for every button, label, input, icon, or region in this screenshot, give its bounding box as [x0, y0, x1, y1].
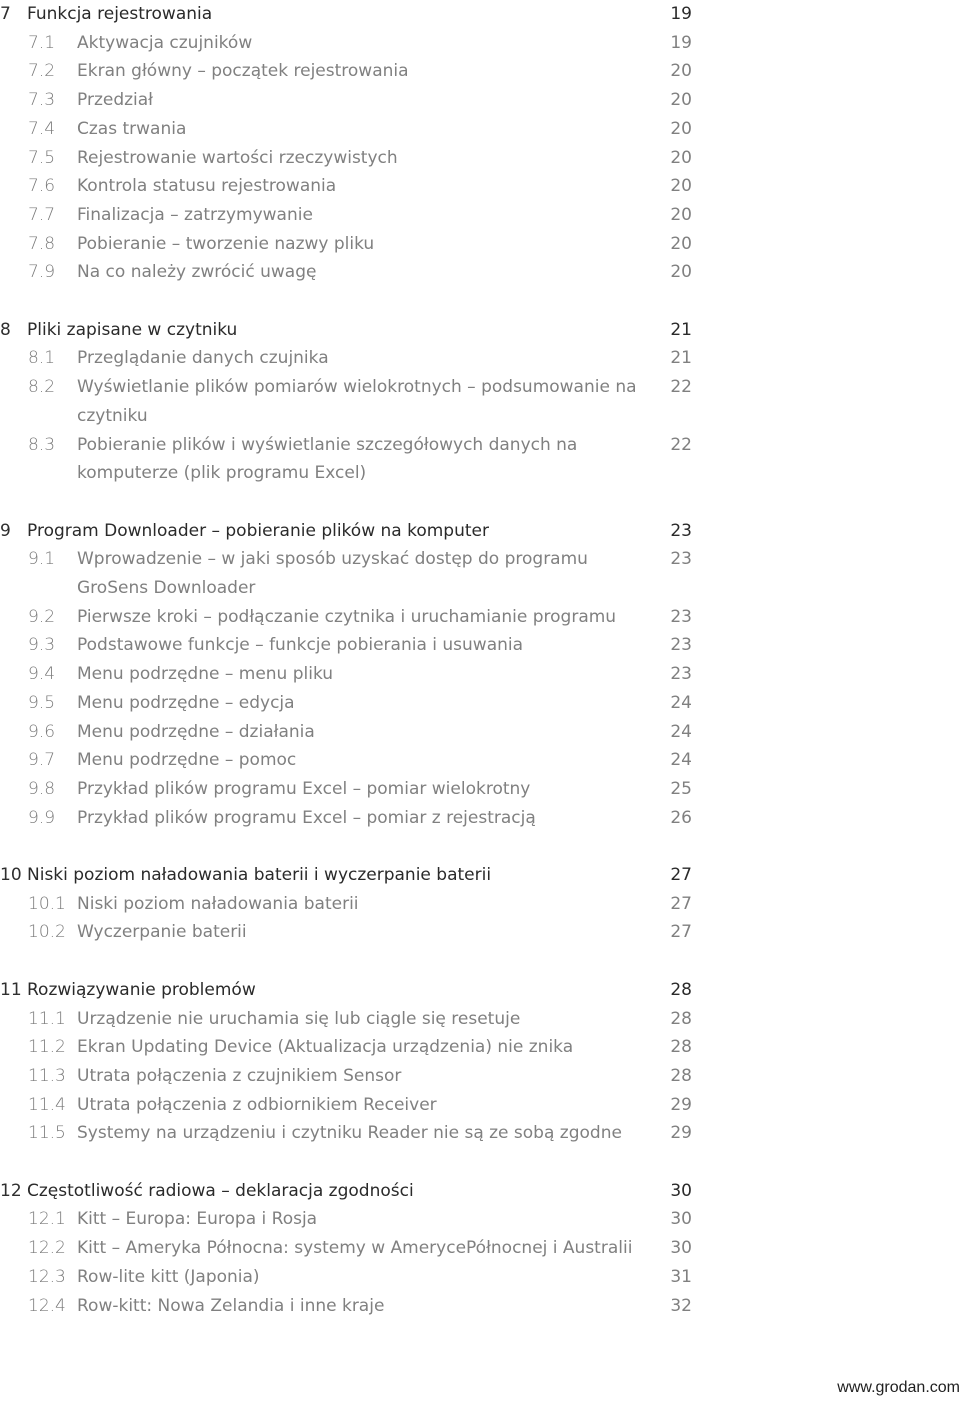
toc-entry-title: Row-kitt: Nowa Zelandia i inne kraje — [77, 1295, 385, 1316]
toc-entry-page-number: 30 — [670, 1180, 692, 1201]
toc-section — [0, 517, 960, 833]
toc-entry-page-number: 20 — [670, 118, 692, 139]
toc-entry-number: 12.2 — [28, 1238, 66, 1259]
toc-entry-title: Utrata połączenia z odbiornikiem Receiver — [77, 1094, 437, 1115]
toc-entry-title: Wyczerpanie baterii — [77, 922, 247, 943]
toc-entry-page-number: 26 — [670, 807, 692, 828]
toc-entry-number: 7.1 — [28, 32, 56, 53]
toc-entry-title: Pierwsze kroki – podłączanie czytnika i uruchamianie programu — [77, 606, 617, 627]
toc-entry-page-number: 22 — [670, 434, 692, 455]
footer-website-url: www.grodan.com — [837, 1379, 960, 1396]
toc-entry-page-number: 31 — [670, 1266, 692, 1287]
toc-subsection-entry[interactable] — [0, 660, 960, 689]
toc-entry-title: Kontrola statusu rejestrowania — [77, 176, 337, 197]
toc-entry-page-number: 20 — [670, 233, 692, 254]
toc-entry-title: Menu podrzędne – pomoc — [77, 750, 297, 771]
toc-entry-number: 7 — [0, 4, 11, 24]
toc-chapter-entry[interactable] — [0, 976, 960, 1005]
toc-entry-page-number: 24 — [670, 692, 692, 713]
toc-entry-number: 8.3 — [28, 434, 56, 455]
toc-section — [0, 316, 960, 488]
toc-entry-title: Niski poziom naładowania baterii i wyczerpanie baterii — [27, 865, 492, 886]
toc-entry-title: Ekran Updating Device (Aktualizacja urządzenia) nie znika — [77, 1037, 574, 1058]
toc-entry-number: 12.1 — [28, 1209, 66, 1230]
toc-subsection-entry[interactable] — [0, 201, 960, 230]
toc-entry-page-number: 19 — [670, 32, 692, 53]
toc-entry-number: 7.8 — [28, 233, 56, 254]
toc-subsection-entry[interactable] — [0, 373, 960, 430]
toc-entry-page-number: 21 — [670, 319, 692, 340]
toc-entry-number: 10.1 — [28, 893, 66, 914]
toc-entry-title: Pobieranie plików i wyświetlanie szczegółowych danych na komputerze (plik programu Excel) — [77, 434, 578, 484]
toc-entry-title: Czas trwania — [77, 118, 187, 139]
toc-entry-title: Przykład plików programu Excel – pomiar wielokrotny — [77, 778, 531, 799]
toc-entry-number: 9 — [0, 520, 11, 541]
toc-entry-page-number: 28 — [670, 1065, 692, 1086]
toc-entry-number: 8 — [0, 319, 11, 340]
toc-subsection-entry[interactable] — [0, 631, 960, 660]
toc-section — [0, 861, 960, 947]
toc-entry-number: 8.2 — [28, 377, 56, 398]
toc-entry-number: 12.3 — [28, 1266, 66, 1287]
toc-chapter-entry[interactable] — [0, 316, 960, 345]
toc-subsection-entry[interactable] — [0, 1292, 960, 1321]
toc-entry-page-number: 19 — [670, 4, 692, 24]
toc-entry-title: Menu podrzędne – menu pliku — [77, 664, 334, 685]
toc-entry-number: 11.2 — [28, 1037, 66, 1058]
toc-entry-page-number: 27 — [670, 893, 692, 914]
toc-entry-number: 8.1 — [28, 348, 56, 369]
toc-subsection-entry[interactable] — [0, 1119, 960, 1148]
toc-entry-page-number: 23 — [670, 635, 692, 656]
toc-entry-page-number: 28 — [670, 1008, 692, 1029]
toc-entry-title: Systemy na urządzeniu i czytniku Reader nie są ze sobą zgodne — [77, 1123, 622, 1144]
toc-entry-page-number: 30 — [670, 1209, 692, 1230]
toc-entry-title: Utrata połączenia z czujnikiem Sensor — [77, 1065, 402, 1086]
toc-entry-title: Rejestrowanie wartości rzeczywistych — [77, 147, 398, 168]
toc-entry-page-number: 20 — [670, 61, 692, 82]
toc-entry-page-number: 23 — [670, 664, 692, 685]
toc-entry-number: 7.7 — [28, 204, 56, 225]
toc-subsection-entry[interactable] — [0, 890, 960, 919]
toc-entry-number: 9.9 — [28, 807, 56, 828]
toc-entry-title: Przedział — [77, 90, 154, 111]
toc-subsection-entry[interactable] — [0, 918, 960, 947]
toc-entry-page-number: 30 — [670, 1238, 692, 1259]
toc-subsection-entry[interactable] — [0, 115, 960, 144]
toc-subsection-entry[interactable] — [0, 230, 960, 259]
toc-subsection-entry[interactable] — [0, 1234, 960, 1263]
toc-entry-title: Wyświetlanie plików pomiarów wielokrotnych – podsumowanie na czytniku — [77, 377, 637, 426]
toc-entry-number: 11.4 — [28, 1094, 66, 1115]
toc-subsection-entry[interactable] — [0, 431, 960, 488]
toc-entry-title: Niski poziom naładowania baterii — [77, 893, 359, 914]
toc-entry-number: 11 — [0, 979, 22, 1000]
toc-chapter-entry[interactable] — [0, 861, 960, 890]
toc-subsection-entry[interactable] — [0, 1263, 960, 1292]
toc-entry-number: 12 — [0, 1180, 22, 1201]
toc-entry-title: Menu podrzędne – działania — [77, 721, 315, 742]
toc-entry-title: Na co należy zwrócić uwagę — [77, 262, 317, 283]
toc-entry-title: Kitt – Europa: Europa i Rosja — [77, 1209, 318, 1230]
toc-entry-title: Urządzenie nie uruchamia się lub ciągle się resetuje — [77, 1008, 521, 1029]
toc-entry-title: Menu podrzędne – edycja — [77, 692, 295, 713]
toc-subsection-entry[interactable] — [0, 172, 960, 201]
toc-entry-number: 7.6 — [28, 176, 56, 197]
toc-entry-number: 11.5 — [28, 1123, 66, 1144]
toc-subsection-entry[interactable] — [0, 1062, 960, 1091]
toc-entry-number: 7.2 — [28, 61, 56, 82]
toc-section — [0, 1177, 960, 1321]
toc-entry-number: 9.2 — [28, 606, 56, 627]
toc-entry-page-number: 20 — [670, 262, 692, 283]
toc-entry-number: 7.3 — [28, 90, 56, 111]
toc-chapter-entry[interactable] — [0, 1177, 960, 1206]
toc-chapter-entry[interactable] — [0, 0, 960, 29]
toc-entry-number: 7.9 — [28, 262, 56, 283]
toc-entry-page-number: 29 — [670, 1094, 692, 1115]
toc-entry-page-number: 32 — [670, 1295, 692, 1316]
toc-entry-title: Ekran główny – początek rejestrowania — [77, 61, 409, 82]
toc-subsection-entry[interactable] — [0, 746, 960, 775]
toc-entry-page-number: 27 — [670, 922, 692, 943]
toc-subsection-entry[interactable] — [0, 1091, 960, 1120]
toc-entry-title: Przykład plików programu Excel – pomiar z rejestracją — [77, 807, 536, 828]
toc-entry-number: 9.7 — [28, 750, 56, 771]
toc-entry-number: 9.4 — [28, 664, 56, 685]
toc-section — [0, 0, 960, 287]
toc-entry-page-number: 25 — [670, 778, 692, 799]
toc-subsection-entry[interactable] — [0, 603, 960, 632]
toc-entry-number: 9.1 — [28, 549, 56, 570]
toc-subsection-entry[interactable] — [0, 258, 960, 287]
toc-subsection-entry[interactable] — [0, 775, 960, 804]
toc-entry-number: 10.2 — [28, 922, 66, 943]
toc-entry-page-number: 20 — [670, 204, 692, 225]
toc-entry-title: Aktywacja czujników — [77, 32, 253, 53]
toc-entry-page-number: 21 — [670, 348, 692, 369]
toc-entry-number: 9.5 — [28, 692, 56, 713]
toc-entry-title: Rozwiązywanie problemów — [27, 979, 256, 1000]
toc-entry-page-number: 23 — [670, 606, 692, 627]
toc-entry-page-number: 23 — [670, 520, 692, 541]
toc-entry-number: 9.6 — [28, 721, 56, 742]
toc-entry-page-number: 20 — [670, 147, 692, 168]
toc-entry-title: Pobieranie – tworzenie nazwy pliku — [77, 233, 375, 254]
toc-subsection-entry[interactable] — [0, 689, 960, 718]
toc-entry-number: 10 — [0, 865, 22, 886]
toc-entry-title: Kitt – Ameryka Północna: systemy w AmerycePółnocnej i Australii — [77, 1238, 633, 1259]
toc-entry-page-number: 27 — [670, 865, 692, 886]
toc-entry-number: 9.3 — [28, 635, 56, 656]
toc-entry-number: 7.5 — [28, 147, 56, 168]
toc-entry-page-number: 20 — [670, 176, 692, 197]
toc-entry-number: 12.4 — [28, 1295, 66, 1316]
toc-subsection-entry[interactable] — [0, 1205, 960, 1234]
toc-subsection-entry[interactable] — [0, 1033, 960, 1062]
toc-entry-title: Row-lite kitt (Japonia) — [77, 1266, 260, 1287]
toc-entry-number: 7.4 — [28, 118, 56, 139]
toc-entry-page-number: 28 — [670, 1037, 692, 1058]
toc-entry-page-number: 29 — [670, 1123, 692, 1144]
toc-entry-page-number: 28 — [670, 979, 692, 1000]
toc-entry-title: Funkcja rejestrowania — [27, 4, 213, 24]
toc-entry-title: Program Downloader – pobieranie plików na komputer — [27, 520, 489, 541]
toc-entry-page-number: 22 — [670, 377, 692, 398]
toc-subsection-entry[interactable] — [0, 86, 960, 115]
toc-entry-page-number: 24 — [670, 721, 692, 742]
toc-entry-title: Pliki zapisane w czytniku — [27, 319, 238, 340]
toc-entry-title: Przeglądanie danych czujnika — [77, 348, 329, 369]
toc-subsection-entry[interactable] — [0, 718, 960, 747]
toc-entry-title: Finalizacja – zatrzymywanie — [77, 204, 313, 225]
toc-subsection-entry[interactable] — [0, 57, 960, 86]
toc-subsection-entry[interactable] — [0, 144, 960, 173]
toc-subsection-entry[interactable] — [0, 545, 960, 602]
toc-entry-title: Podstawowe funkcje – funkcje pobierania i usuwania — [77, 635, 524, 656]
toc-entry-title: Wprowadzenie – w jaki sposób uzyskać dostęp do programu GroSens Downloader — [77, 549, 588, 599]
toc-entry-number: 9.8 — [28, 778, 56, 799]
toc-chapter-entry[interactable] — [0, 517, 960, 546]
toc-subsection-entry[interactable] — [0, 804, 960, 833]
toc-entry-page-number: 24 — [670, 750, 692, 771]
toc-section — [0, 976, 960, 1148]
toc-entry-number: 11.1 — [28, 1008, 66, 1029]
toc-entry-page-number: 20 — [670, 90, 692, 111]
toc-entry-title: Częstotliwość radiowa – deklaracja zgodności — [27, 1180, 414, 1201]
toc-subsection-entry[interactable] — [0, 344, 960, 373]
toc-entry-page-number: 23 — [670, 549, 692, 570]
toc-subsection-entry[interactable] — [0, 1005, 960, 1034]
toc-subsection-entry[interactable] — [0, 29, 960, 58]
toc-entry-number: 11.3 — [28, 1065, 66, 1086]
